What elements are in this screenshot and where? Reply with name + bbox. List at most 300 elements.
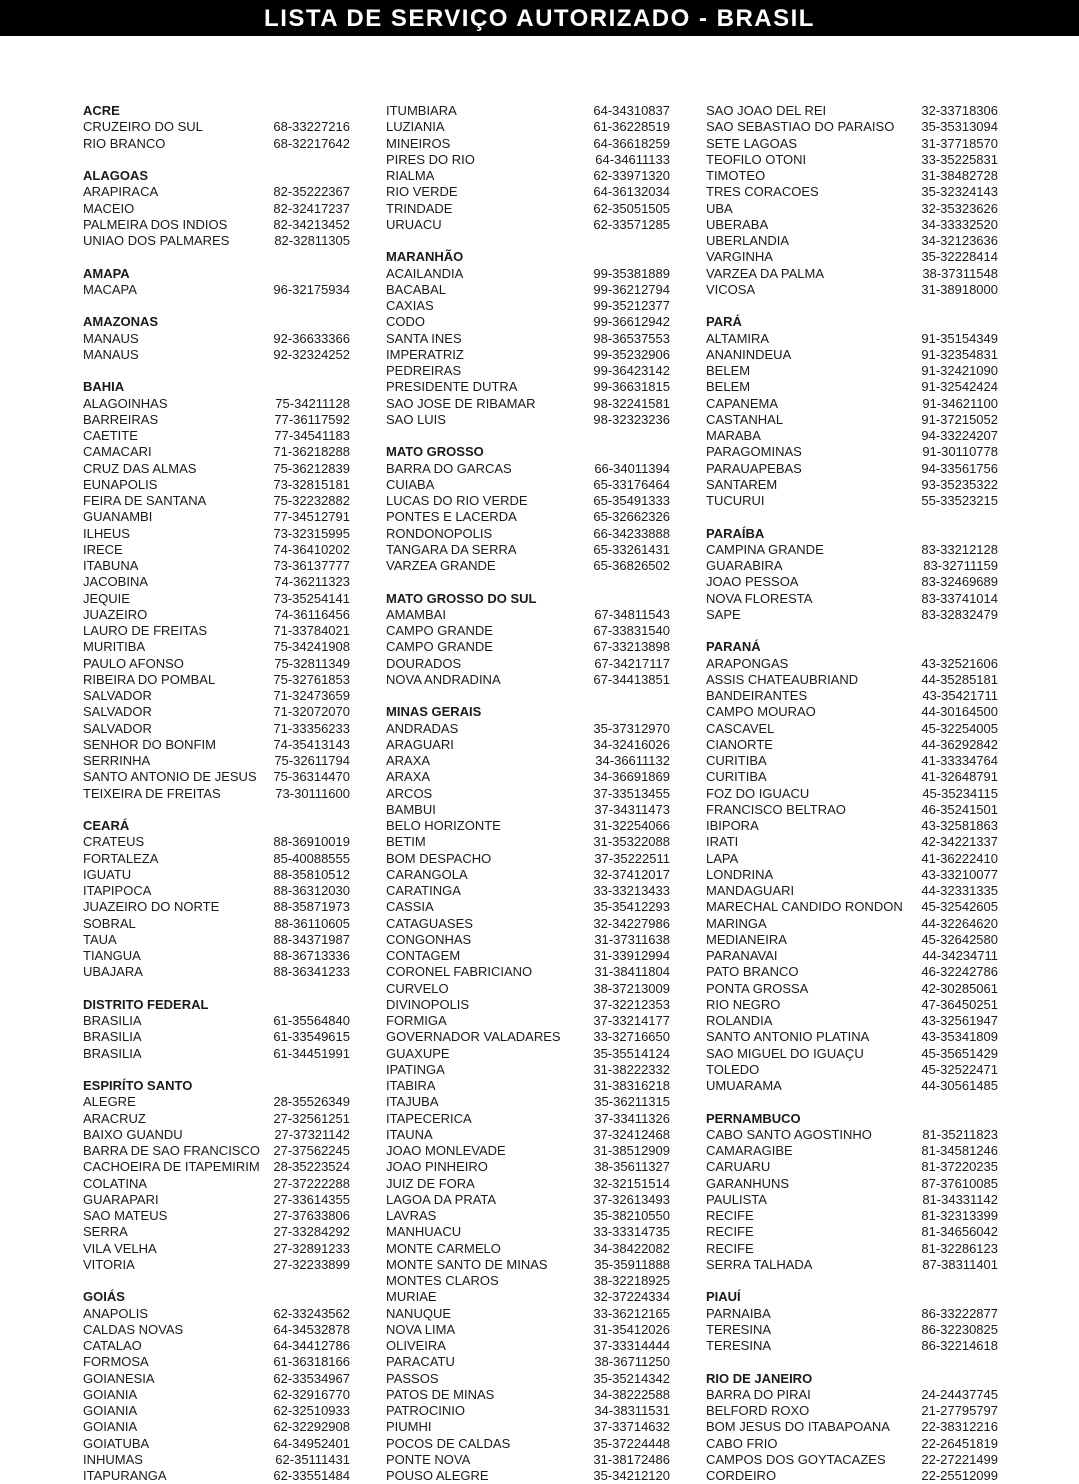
phone-number: 44-30164500 xyxy=(921,704,998,720)
list-item xyxy=(706,656,998,672)
list-item xyxy=(83,1208,350,1224)
list-item xyxy=(386,1029,670,1045)
phone-number: 35-34212120 xyxy=(593,1468,670,1483)
phone-number: 64-34310837 xyxy=(593,103,670,118)
list-item xyxy=(83,1143,350,1159)
city-name: JUIZ DE FORA xyxy=(386,1175,475,1191)
city-name: CAMPOS DOS GOYTACAZES xyxy=(706,1451,886,1467)
city-name: RIO BRANCO xyxy=(83,135,166,151)
spacer xyxy=(386,688,670,704)
city-name: NOVA FLORESTA xyxy=(706,590,813,606)
list-item xyxy=(706,672,998,688)
city-name: MURIAE xyxy=(386,1289,437,1305)
list-item xyxy=(386,818,670,834)
city-name: CONGONHAS xyxy=(386,931,472,947)
phone-number: 42-34221337 xyxy=(921,834,998,850)
phone-number: 71-33784021 xyxy=(273,623,350,638)
phone-number: 33-35225831 xyxy=(921,151,998,167)
list-item xyxy=(386,1192,670,1208)
phone-number: 81-32313399 xyxy=(921,1208,998,1223)
city-name: PARACATU xyxy=(386,1354,455,1370)
list-item xyxy=(386,1046,670,1062)
phone-number: 34-32416026 xyxy=(593,736,670,752)
city-name: ALEGRE xyxy=(83,1094,136,1110)
phone-number: 67-33213898 xyxy=(593,639,670,655)
list-item xyxy=(706,396,998,412)
city-name: SAPE xyxy=(706,606,741,622)
list-item xyxy=(386,1224,670,1240)
phone-number: 47-36450251 xyxy=(921,996,998,1012)
phone-number: 34-38222588 xyxy=(593,1386,670,1402)
list-item xyxy=(706,867,998,883)
phone-number: 62-33243562 xyxy=(273,1305,350,1321)
city-name: CURVELO xyxy=(386,980,449,996)
city-name: SAO LUIS xyxy=(386,411,446,427)
city-name: UBERABA xyxy=(706,216,769,232)
list-item xyxy=(386,1159,670,1175)
phone-number: 88-36713336 xyxy=(273,948,350,963)
city-name: RECIFE xyxy=(706,1224,754,1240)
list-item xyxy=(83,558,350,574)
phone-number: 91-32542424 xyxy=(921,379,998,395)
list-item xyxy=(706,363,998,379)
phone-number: 31-38482728 xyxy=(921,168,998,183)
phone-number: 91-34621100 xyxy=(922,395,998,411)
list-item xyxy=(83,737,350,753)
city-name: CAMPINA GRANDE xyxy=(706,541,824,557)
phone-number: 45-35651429 xyxy=(921,1045,998,1061)
list-item xyxy=(386,1143,670,1159)
list-item xyxy=(83,1419,350,1435)
city-name: CODO xyxy=(386,314,425,330)
list-item xyxy=(386,981,670,997)
phone-number: 43-35341809 xyxy=(921,1029,998,1045)
phone-number: 99-36423142 xyxy=(593,363,670,378)
city-name: CAMPO GRANDE xyxy=(386,623,493,638)
list-item xyxy=(83,1403,350,1419)
city-name: SAO JOSE DE RIBAMAR xyxy=(386,395,536,411)
city-name: SANTA INES xyxy=(386,330,462,346)
phone-number: 68-33227216 xyxy=(273,119,350,135)
phone-number: 35-35214342 xyxy=(593,1370,670,1386)
city-name: RIO VERDE xyxy=(386,184,458,200)
phone-number: 88-34371987 xyxy=(273,931,350,947)
phone-number: 81-34656042 xyxy=(921,1224,998,1240)
list-item xyxy=(386,298,670,314)
phone-number: 22-27221499 xyxy=(921,1451,998,1467)
list-item xyxy=(83,1029,350,1045)
list-item xyxy=(706,1029,998,1045)
phone-number: 64-36132034 xyxy=(593,184,670,200)
state-name: RIO DE JANEIRO xyxy=(706,1370,813,1386)
city-name: PARANAVAI xyxy=(706,948,778,963)
phone-number: 35-37312970 xyxy=(593,720,670,736)
list-item xyxy=(83,867,350,883)
list-item xyxy=(706,1403,998,1419)
phone-number: 44-30561485 xyxy=(921,1078,998,1093)
phone-number: 61-36228519 xyxy=(593,119,670,135)
list-item xyxy=(83,704,350,720)
list-item xyxy=(386,1176,670,1192)
phone-number: 32-32151514 xyxy=(593,1175,670,1191)
list-item xyxy=(386,201,670,217)
phone-number: 33-33314735 xyxy=(593,1224,670,1240)
city-name: GOVERNADOR VALADARES xyxy=(386,1029,561,1045)
phone-number: 38-35611327 xyxy=(594,1159,670,1175)
city-name: RONDONOPOLIS xyxy=(386,525,493,541)
spacer xyxy=(83,1062,350,1078)
spacer xyxy=(706,509,998,525)
city-name: GOIANIA xyxy=(83,1403,138,1418)
city-name: PAULO AFONSO xyxy=(83,655,184,671)
phone-number: 86-32230825 xyxy=(921,1321,998,1337)
city-name: GUARAPARI xyxy=(83,1191,159,1207)
city-name: SANTO ANTONIO PLATINA xyxy=(706,1029,870,1045)
list-item xyxy=(706,1436,998,1452)
city-name: BOM JESUS DO ITABAPOANA xyxy=(706,1419,890,1435)
list-item xyxy=(83,444,350,460)
phone-number: 73-36137777 xyxy=(273,558,350,573)
list-item xyxy=(83,1046,350,1062)
phone-number: 32-37224334 xyxy=(593,1289,670,1305)
list-item xyxy=(386,412,670,428)
phone-number: 55-33523215 xyxy=(921,493,998,508)
list-item xyxy=(706,331,998,347)
city-name: NANUQUE xyxy=(386,1305,452,1321)
city-name: ITAPURANGA xyxy=(83,1468,167,1483)
city-name: TANGARA DA SERRA xyxy=(386,541,517,557)
city-name: PIUMHI xyxy=(386,1419,432,1435)
list-item xyxy=(83,542,350,558)
phone-number: 83-33212128 xyxy=(921,541,998,557)
phone-number: 41-36222410 xyxy=(921,850,998,866)
city-name: LAVRAS xyxy=(386,1208,437,1223)
city-name: LONDRINA xyxy=(706,866,774,882)
city-name: JUAZEIRO DO NORTE xyxy=(83,899,220,915)
phone-number: 27-32233899 xyxy=(273,1256,350,1272)
city-name: FOZ DO IGUACU xyxy=(706,785,810,801)
city-name: TOLEDO xyxy=(706,1061,760,1077)
list-item xyxy=(706,1241,998,1257)
city-name: CARUARU xyxy=(706,1159,771,1175)
list-item xyxy=(706,574,998,590)
phone-number: 98-36537553 xyxy=(593,330,670,346)
list-item xyxy=(386,379,670,395)
phone-number: 62-33551484 xyxy=(273,1468,350,1483)
phone-number: 27-37633806 xyxy=(273,1208,350,1223)
city-name: SALVADOR xyxy=(83,704,152,720)
phone-number: 64-34952401 xyxy=(273,1435,350,1451)
phone-number: 37-32613493 xyxy=(593,1191,670,1207)
city-name: IBIPORA xyxy=(706,818,759,833)
phone-number: 62-33534967 xyxy=(273,1370,350,1386)
list-item xyxy=(706,477,998,493)
city-name: TIANGUA xyxy=(83,948,141,963)
phone-number: 65-32662326 xyxy=(593,509,670,525)
city-name: FEIRA DE SANTANA xyxy=(83,493,207,508)
list-item xyxy=(386,282,670,298)
city-name: CALDAS NOVAS xyxy=(83,1321,184,1337)
phone-number: 66-34233888 xyxy=(593,525,670,541)
list-item xyxy=(706,347,998,363)
phone-number: 37-33214177 xyxy=(593,1013,670,1028)
city-name: BELEM xyxy=(706,379,751,395)
list-item xyxy=(386,997,670,1013)
city-name: NOVA LIMA xyxy=(386,1321,456,1337)
phone-number: 98-32323236 xyxy=(593,411,670,427)
phone-number: 71-32072070 xyxy=(273,704,350,720)
list-item xyxy=(386,721,670,737)
city-name: CURITIBA xyxy=(706,753,767,768)
phone-number: 27-33284292 xyxy=(273,1224,350,1240)
phone-number: 99-35212377 xyxy=(593,298,670,313)
list-item xyxy=(386,1062,670,1078)
phone-number: 45-32254005 xyxy=(921,720,998,736)
list-item xyxy=(83,217,350,233)
phone-number: 34-36611132 xyxy=(595,753,670,768)
list-item xyxy=(386,331,670,347)
state-heading xyxy=(83,314,350,330)
city-name: SANTAREM xyxy=(706,476,778,492)
city-name: MARINGA xyxy=(706,915,767,931)
list-item xyxy=(83,1322,350,1338)
list-item xyxy=(706,1143,998,1159)
list-item xyxy=(706,1192,998,1208)
list-item xyxy=(386,217,670,233)
phone-number: 37-33513455 xyxy=(593,785,670,801)
list-item xyxy=(83,721,350,737)
list-item xyxy=(83,1257,350,1273)
phone-number: 22-25512099 xyxy=(921,1468,998,1483)
phone-number: 27-37321142 xyxy=(274,1126,350,1142)
city-name: DOURADOS xyxy=(386,655,462,671)
city-name: URUACU xyxy=(386,216,442,232)
phone-number: 61-33549615 xyxy=(273,1029,350,1045)
city-name: ILHEUS xyxy=(83,525,130,541)
list-item xyxy=(83,574,350,590)
phone-number: 46-35241501 xyxy=(921,801,998,817)
city-name: JOAO MONLEVADE xyxy=(386,1143,506,1158)
list-item xyxy=(83,1176,350,1192)
list-item xyxy=(386,1013,670,1029)
city-name: PONTA GROSSA xyxy=(706,980,809,996)
phone-number: 74-35413143 xyxy=(273,736,350,752)
list-item xyxy=(706,607,998,623)
city-name: ARAPIRACA xyxy=(83,184,159,200)
phone-number: 27-32561251 xyxy=(273,1110,350,1126)
list-item xyxy=(386,1257,670,1273)
phone-number: 38-36711250 xyxy=(594,1354,670,1370)
list-item xyxy=(706,1046,998,1062)
list-item xyxy=(386,1468,670,1484)
state-name: PARAÍBA xyxy=(706,525,765,541)
list-item xyxy=(706,769,998,785)
city-name: MANHUACU xyxy=(386,1224,462,1240)
list-item xyxy=(386,493,670,509)
city-name: TUCURUI xyxy=(706,493,765,508)
city-name: TAUA xyxy=(83,931,117,947)
state-heading xyxy=(83,168,350,184)
list-item xyxy=(83,1013,350,1029)
list-item xyxy=(386,1306,670,1322)
city-name: MANDAGUARI xyxy=(706,883,795,898)
city-name: EUNAPOLIS xyxy=(83,476,158,492)
phone-number: 75-34211128 xyxy=(275,395,350,411)
state-heading xyxy=(83,1078,350,1094)
phone-number: 35-35412293 xyxy=(593,899,670,915)
phone-number: 64-34611133 xyxy=(595,151,670,167)
list-item xyxy=(386,851,670,867)
city-name: SAO MATEUS xyxy=(83,1208,168,1223)
list-item xyxy=(83,672,350,688)
list-item xyxy=(706,1224,998,1240)
list-item xyxy=(386,753,670,769)
list-item xyxy=(83,282,350,298)
phone-number: 82-32811305 xyxy=(274,233,350,248)
city-name: SAO SEBASTIAO DO PARAISO xyxy=(706,119,895,135)
city-name: IRATI xyxy=(706,834,739,850)
state-name: MATO GROSSO DO SUL xyxy=(386,590,537,606)
phone-number: 87-38311401 xyxy=(922,1256,998,1272)
phone-number: 33-36212165 xyxy=(593,1305,670,1321)
city-name: BARRA DO PIRAI xyxy=(706,1386,811,1402)
list-item xyxy=(83,834,350,850)
phone-number: 43-32581863 xyxy=(921,818,998,833)
list-item xyxy=(83,883,350,899)
list-item xyxy=(386,737,670,753)
list-item xyxy=(386,932,670,948)
phone-number: 38-37311548 xyxy=(922,265,998,281)
city-name: ACAILANDIA xyxy=(386,265,464,281)
city-name: CAMARAGIBE xyxy=(706,1143,793,1158)
phone-number: 35-37224448 xyxy=(593,1435,670,1451)
spacer xyxy=(386,233,670,249)
list-item xyxy=(706,1013,998,1029)
list-item xyxy=(83,932,350,948)
city-name: JOAO PINHEIRO xyxy=(386,1159,488,1175)
list-item xyxy=(706,1322,998,1338)
phone-number: 77-34512791 xyxy=(273,509,350,525)
phone-number: 35-32324143 xyxy=(921,184,998,200)
list-item xyxy=(706,1419,998,1435)
city-name: CARANGOLA xyxy=(386,866,468,882)
city-name: INHUMAS xyxy=(83,1451,143,1467)
city-name: TIMOTEO xyxy=(706,168,766,183)
city-name: ALAGOINHAS xyxy=(83,395,168,411)
phone-number: 45-32642580 xyxy=(921,931,998,947)
phone-number: 91-30110778 xyxy=(922,444,998,460)
state-heading xyxy=(386,591,670,607)
list-item xyxy=(83,1224,350,1240)
spacer xyxy=(83,249,350,265)
city-name: CAXIAS xyxy=(386,298,434,313)
phone-number: 27-37222288 xyxy=(273,1175,350,1191)
list-item xyxy=(386,1387,670,1403)
city-name: ARAGUARI xyxy=(386,736,454,752)
list-item xyxy=(83,769,350,785)
list-item xyxy=(386,266,670,282)
state-heading xyxy=(83,266,350,282)
spacer xyxy=(386,574,670,590)
phone-number: 65-35491333 xyxy=(593,493,670,508)
phone-number: 27-37562245 xyxy=(273,1143,350,1158)
city-name: PARAGOMINAS xyxy=(706,444,802,460)
city-name: GUAXUPE xyxy=(386,1045,450,1061)
list-item xyxy=(706,249,998,265)
city-name: ITUMBIARA xyxy=(386,103,457,118)
city-name: CORDEIRO xyxy=(706,1468,777,1483)
city-name: VICOSA xyxy=(706,281,756,297)
city-name: SERRA xyxy=(83,1224,128,1240)
list-item xyxy=(83,1094,350,1110)
state-name: BAHIA xyxy=(83,379,125,395)
phone-number: 67-33831540 xyxy=(593,623,670,638)
list-item xyxy=(83,526,350,542)
list-item xyxy=(706,834,998,850)
spacer xyxy=(386,428,670,444)
list-item xyxy=(706,1176,998,1192)
phone-number: 31-35412026 xyxy=(593,1321,670,1337)
list-item xyxy=(706,1306,998,1322)
list-item xyxy=(706,704,998,720)
city-name: RECIFE xyxy=(706,1208,754,1223)
phone-number: 65-33261431 xyxy=(593,541,670,557)
list-item xyxy=(706,591,998,607)
list-item xyxy=(706,461,998,477)
state-heading xyxy=(83,997,350,1013)
spacer xyxy=(706,1094,998,1110)
list-item xyxy=(386,802,670,818)
city-name: PALMEIRA DOS INDIOS xyxy=(83,216,228,232)
city-name: IGUATU xyxy=(83,866,132,882)
phone-number: 44-36292842 xyxy=(921,736,998,752)
phone-number: 43-32521606 xyxy=(921,655,998,671)
city-name: POCOS DE CALDAS xyxy=(386,1435,511,1451)
list-item xyxy=(706,964,998,980)
list-item xyxy=(83,1452,350,1468)
phone-number: 31-38512909 xyxy=(593,1143,670,1158)
phone-number: 27-32891233 xyxy=(273,1240,350,1256)
phone-number: 61-34451991 xyxy=(273,1045,350,1061)
list-item xyxy=(386,152,670,168)
phone-number: 44-35285181 xyxy=(921,671,998,687)
spacer xyxy=(706,623,998,639)
city-name: PATROCINIO xyxy=(386,1403,465,1418)
city-name: GOIANIA xyxy=(83,1419,138,1435)
list-item xyxy=(83,477,350,493)
phone-number: 62-33571285 xyxy=(593,216,670,232)
phone-number: 62-35051505 xyxy=(593,200,670,216)
phone-number: 43-35421711 xyxy=(922,688,998,703)
list-item xyxy=(706,266,998,282)
phone-number: 28-35526349 xyxy=(273,1094,350,1110)
city-name: BRASILIA xyxy=(83,1029,142,1045)
city-name: MARABA xyxy=(706,428,761,443)
phone-number: 75-32761853 xyxy=(273,671,350,687)
phone-number: 83-32832479 xyxy=(921,606,998,622)
list-item xyxy=(83,786,350,802)
list-item xyxy=(83,1192,350,1208)
spacer xyxy=(706,298,998,314)
city-name: CUIABA xyxy=(386,476,435,492)
city-name: IPATINGA xyxy=(386,1061,445,1077)
city-name: MURITIBA xyxy=(83,639,146,655)
city-name: SAO MIGUEL DO IGUAÇU xyxy=(706,1045,864,1061)
phone-number: 73-35254141 xyxy=(273,590,350,606)
city-name: CARATINGA xyxy=(386,883,461,898)
state-name: MATO GROSSO xyxy=(386,444,484,460)
list-item xyxy=(83,1354,350,1370)
